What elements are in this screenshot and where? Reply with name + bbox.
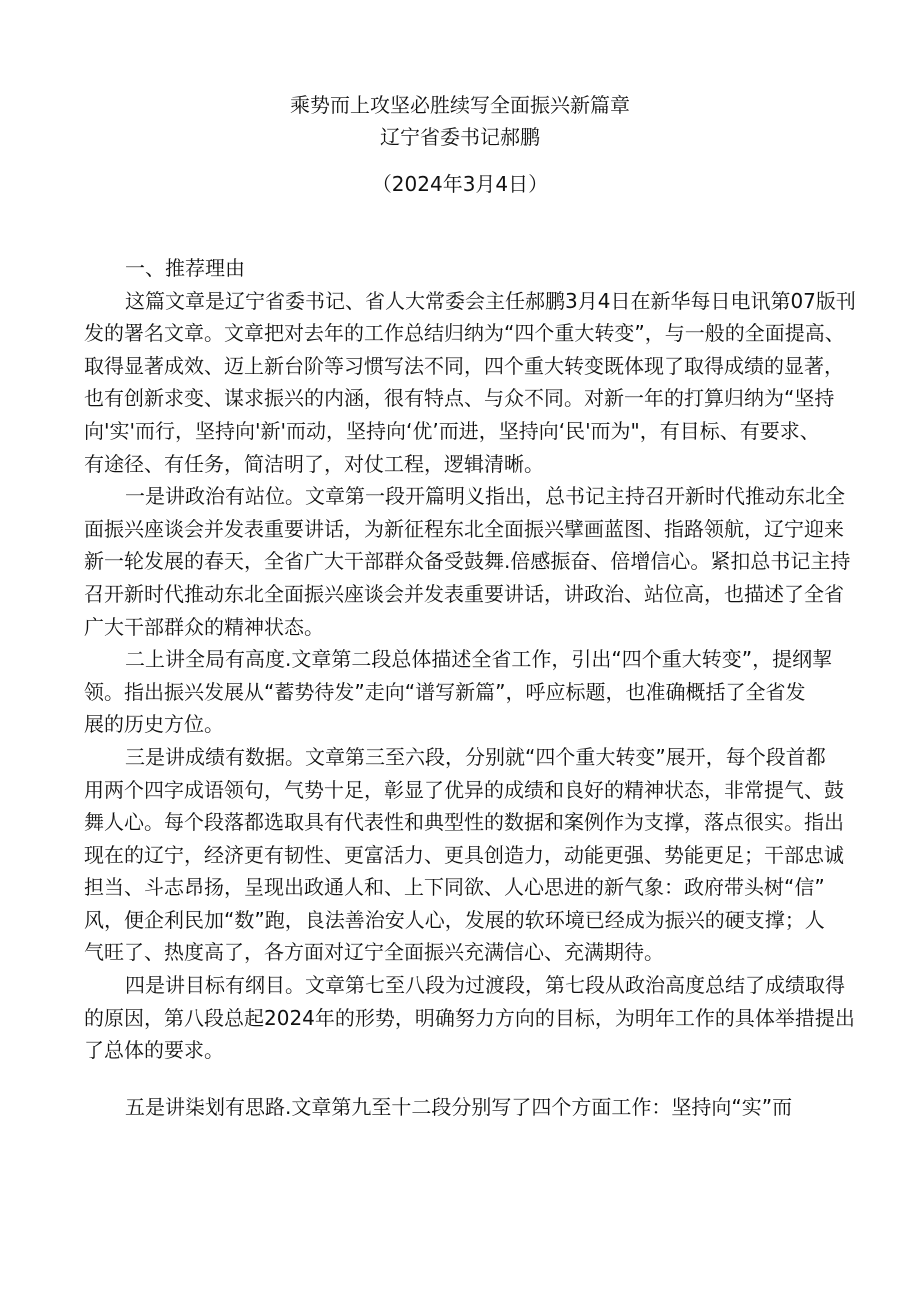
- text-line: 广大干部群众的精神状态。: [84, 614, 324, 639]
- document-title: 乘势而上攻坚必胜续写全面振兴新篇章: [290, 93, 630, 117]
- paragraph-point-1: [84, 480, 854, 643]
- text-line: 舞人心。每个段落都选取具有代表性和典型性的数据和案例作为支撑，落点很实。指出: [84, 810, 844, 835]
- text-line: 发的署名文章。文章把对去年的工作总结归纳为“四个重大转变”，与一般的全面提高、: [84, 321, 845, 346]
- paragraph-point-3: [84, 741, 854, 969]
- text-line: 了总体的要求。: [84, 1038, 224, 1063]
- section-heading: [84, 252, 854, 285]
- text-line: 三是讲成绩有数据。文章第三至六段，分别就“四个重大转变”展开，每个段首都: [125, 744, 826, 769]
- text-line: 一、推荐理由: [125, 256, 245, 280]
- text-line: 面振兴座谈会并发表重要讲话，为新征程东北全面振兴擘画蓝图、指路领航，辽宁迎来: [84, 516, 844, 541]
- text-line: 用两个四字成语领句，气势十足，彰显了优异的成绩和良好的精神状态，非常提气、鼓: [84, 777, 844, 802]
- text-line: 领。指出振兴发展从“蓄势待发”走向“谱写新篇”，呼应标题，也准确概括了全省发: [84, 679, 806, 704]
- paragraph-point-5: [84, 1091, 854, 1124]
- text-line: 召开新时代推动东北全面振兴座谈会并发表重要讲话，讲政治、站位高，也描述了全省: [84, 581, 844, 606]
- text-line: 有途径、有任务，简洁明了，对仗工程，逻辑清晰。: [84, 451, 544, 476]
- text-line: 气旺了、热度高了，各方面对辽宁全面振兴充满信心、充满期待。: [84, 940, 664, 965]
- document-author: 辽宁省委书记郝鹏: [380, 125, 540, 149]
- text-line: 四是讲目标有纲目。文章第七至八段为过渡段，第七段从政治高度总结了成绩取得: [125, 973, 845, 998]
- document-date: （2024年3月4日）: [371, 172, 549, 196]
- paragraph-point-4: [84, 969, 854, 1067]
- text-line: 新一轮发展的春天，全省广大干部群众备受鼓舞.倍感振奋、倍增信心。紧扣总书记主持: [84, 549, 851, 574]
- text-line: 现在的辽宁，经济更有韧性、更富活力、更具创造力，动能更强、势能更足；干部忠诚: [84, 842, 844, 867]
- paragraph-intro: [84, 285, 854, 481]
- text-line: 的原因，第八段总起2024年的形势，明确努力方向的目标，为明年工作的具体举措提出: [84, 1005, 855, 1030]
- document-body: [84, 252, 854, 1123]
- text-line: 一是讲政治有站位。文章第一段开篇明义指出，总书记主持召开新时代推动东北全: [125, 484, 845, 509]
- text-line: 风，便企利民加“数”跑，良法善治安人心，发展的软环境已经成为振兴的硬支撑；人: [84, 907, 825, 932]
- text-line: 取得显著成效、迈上新台阶等习惯写法不同，四个重大转变既体现了取得成绩的显著，: [84, 353, 844, 378]
- text-line: 这篇文章是辽宁省委书记、省人大常委会主任郝鹏3月4日在新华每日电讯第07版刊: [125, 288, 856, 313]
- paragraph-point-2: [84, 643, 854, 741]
- text-line: 向'实'而行，坚持向'新'而动，坚持向‘优’而进，坚持向‘民'而为"，有目标、有要求、: [84, 418, 820, 443]
- paragraph-spacer: [84, 1067, 854, 1091]
- text-line: 二上讲全局有高度.文章第二段总体描述全省工作，引出“四个重大转变”，提纲挈: [125, 647, 833, 672]
- text-line: 五是讲柒划有思路.文章第九至十二段分别写了四个方面工作：坚持向“实”而: [125, 1094, 793, 1119]
- text-line: 担当、斗志昂扬，呈现出政通人和、上下同欲、人心思进的新气象：政府带头树“信”: [84, 875, 825, 900]
- text-line: 也有创新求变、谋求振兴的内涵，很有特点、与众不同。对新一年的打算归纳为“坚持: [84, 386, 835, 411]
- text-line: 展的历史方位。: [84, 712, 224, 737]
